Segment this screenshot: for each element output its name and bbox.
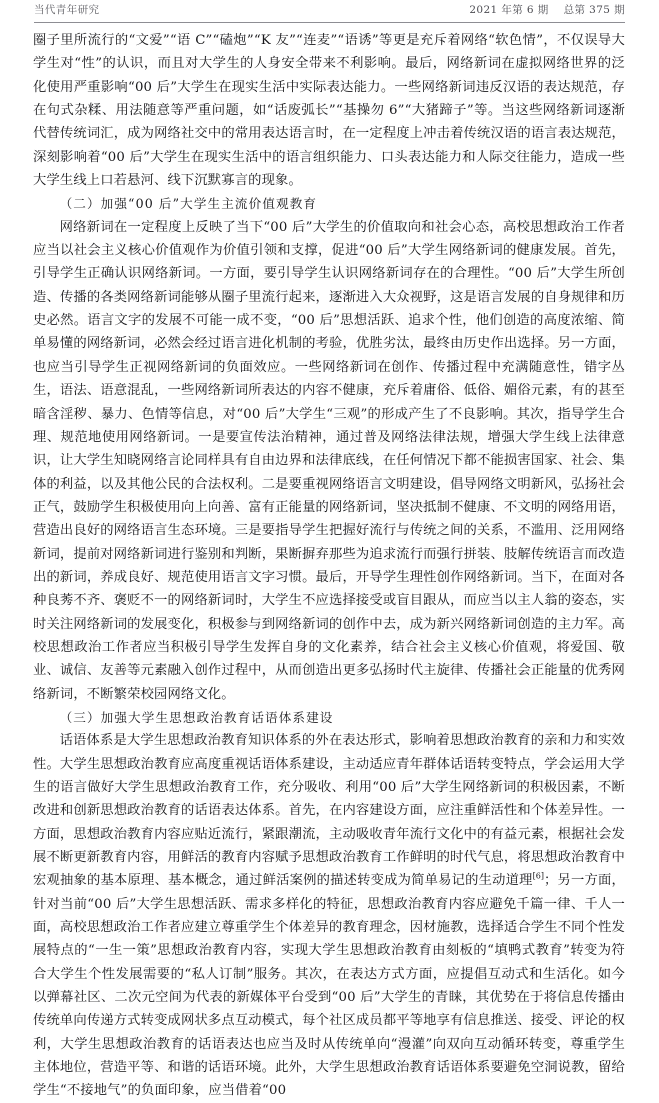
journal-page bbox=[0, 4, 659, 1099]
paragraph-two: 网络新词在一定程度上反映了当下“00 后”大学生的价值取向和社会心态，高校思想政治工作者应当以社会主义核心价值观作为价值引领和支撑，促进“00 后”大学生网络新词的健康发展。首先，引导学生正确认识网络新词。一方面，要引导学生认识网络新词存在的合理性。“00 后”大学生所创造、传播的各类网络新词能够从圈子里流行起来，逐渐进入大众视野，这是语言发展的自身规律和历史必然。语言文字的发展不可能一成不变，“00 后”思想活跃、追求个性，他们创造的高度浓缩、简单易懂的网络新词，必然会经过语言进化机制的考验，优胜劣汰，最终由历史作出选择。另一方面，也应当引导学生正视网络新词的负面效应。一些网络新词在创作、传播过程中充满随意性，错字丛生，语法、语意混乱，一些网络新词所表达的内容不健康，充斥着庸俗、低俗、媚俗元素，有的甚至暗含淫秽、暴力、色情等信息，对“00 后”大学生“三观”的形成产生了不良影响。其次，指导学生合理、规范地使用网络新词。一是要宣传法治精神，通过普及网络法律法规，增强大学生线上法律意识，让大学生知晓网络言论同样具有自由边界和法律底线，在任何情况下都不能损害国家、社会、集体的利益，以及其他公民的合法权利。二是要重视网络语言文明建设，倡导网络文明新风，弘扬社会正气，鼓励学生积极使用向上向善、富有正能量的网络新词，坚决抵制不健康、不文明的网络用语，营造出良好的网络语言生态环境。三是要指导学生把握好流行与传统之间的关系，不滥用、泛用网络新词，提前对网络新词进行鉴别和判断，果断摒弃那些为追求流行而强行拼装、肢解传统语言而改造出的新词，养成良好、规范使用语言文字习惯。最后，开导学生理性创作网络新词。当下，在面对各种良莠不齐、褒贬不一的网络新词时，大学生不应选择接受或盲目跟从，而应当以主人翁的姿态，实时关注网络新词的发展变化，积极参与到网络新词的创作中去，成为新兴网络新词创造的主力军。高校思想政治工作者应当积极引导学生发挥自身的文化素养，结合社会主义核心价值观，将爱国、敬业、诚信、友善等元素融入创作过程中，从而创造出更多弘扬时代主旋律、传播社会正能量的优秀网络新词，不断繁荣校园网络文化。 bbox=[33, 219, 625, 702]
issue-info: 2021 年第 6 期 总第 375 期 bbox=[469, 4, 625, 16]
paragraph-three-part-two: ；另一方面，针对当前“00 后”大学生思想活跃、需求多样化的特征，思想政治教育内容应避免千篇一律、千人一面，高校思想政治工作者应建立尊重学生个体差异的教育理念，因材施教，选择适合学生不同个性发展特点的“一生一策”思想政治教育内容，实现大学生思想政治教育由刻板的“填鸭式教育”转变为符合大学生个性发展需要的“私人订制”服务。其次，在表达方式方面，应提倡互动式和生活化。如今以弹幕社区、二次元空间为代表的新媒体平台受到“00 后”大学生的青睐，其优势在于将信息传播由传统单向传递方式转变成网状多点互动模式，每个社区成员都平等地享有信息推送、接受、评论的权利，大学生思想政治教育的话语表达也应当及时从传统单向“漫灌”向双向互动循环转变，尊重学生主体地位，营造平等、和谐的话语环境。此外，大学生思想政治教育话语体系要避免空洞说教，留给学生“不接地气”的负面印象，应当借着“00 bbox=[33, 873, 625, 1099]
journal-name: 当代青年研究 bbox=[34, 4, 100, 16]
section-heading-three: （三）加强大学生思想政治教育话语体系建设 bbox=[59, 709, 334, 725]
paragraph-three-part-one: 话语体系是大学生思想政治教育知识体系的外在表达形式，影响着思想政治教育的亲和力和实效性。大学生思想政治教育应高度重视话语体系建设，主动适应青年群体话语转变特点，学会运用大学生的语言做好大学生思想政治教育工作，充分吸收、利用“00 后”大学生网络新词的积极因素，不断改进和创新思想政治教育的话语表达体系。首先，在内容建设方面，应注重鲜活性和个体差异性。一方面，思想政治教育内容应贴近流行，紧跟潮流，主动吸收青年流行文化中的有益元素，根据社会发展不断更新教育内容，用鲜活的教育内容赋予思想政治教育工作鲜明的时代气息，将思想政治教育中宏观抽象的基本原理、基本概念，通过鲜活案例的描述转变成为简单易记的生动道理 bbox=[33, 733, 625, 889]
text-column bbox=[33, 29, 625, 1103]
paragraph-continued: 圈子里所流行的“文爱”“语 C”“磕炮”“K 友”“连麦”“语诱”等更是充斥着网络“软色情”，不仅误导大学生对“性”的认识，而且对大学生的人身安全带来不利影响。最后，网络新词在虚拟网络世界的泛化使用严重影响“00 后”大学生在现实生活中实际表达能力。一些网络新词违反汉语的表达规范，存在句式杂糅、用法随意等严重问题，如“话废弧长”“基操勿 6”“大猪蹄子”等。当这些网络新词逐渐代替传统词汇，成为网络社交中的常用表达语言时，在一定程度上冲击着传统汉语的语言表达规范，深刻影响着“00 后”大学生在现实生活中的语言组织能力、口头表达能力和人际交往能力，造成一些大学生线上口若悬河、线下沉默寡言的现象。 bbox=[33, 33, 625, 189]
section-heading-two: （二）加强“00 后”大学生主流价值观教育 bbox=[59, 196, 318, 212]
header-rule bbox=[34, 22, 625, 23]
running-head bbox=[34, 4, 625, 21]
citation-marker: [6] bbox=[532, 871, 545, 881]
paragraph-three bbox=[33, 729, 625, 1103]
